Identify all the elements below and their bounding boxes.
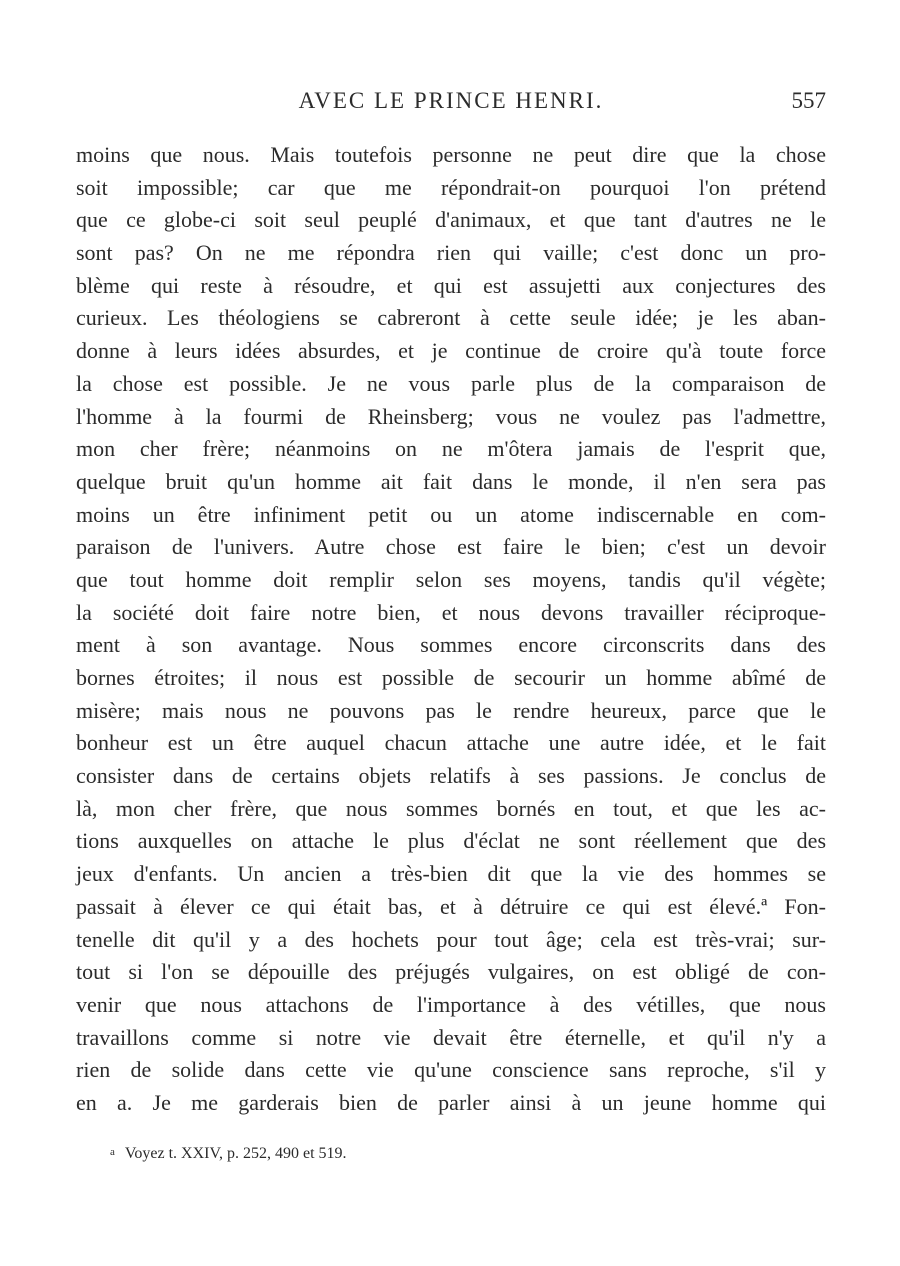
- text-line: que tout homme doit remplir selon ses moyens, tandis qu'il végète;: [76, 566, 826, 592]
- text-line: l'homme à la fourmi de Rheinsberg; vous ne voulez pas l'admettre,: [76, 403, 826, 429]
- text-line: consister dans de certains objets relatifs à ses passions. Je conclus de: [76, 763, 826, 789]
- text-line: venir que nous attachons de l'importance à des vétilles, que nous: [76, 991, 826, 1017]
- footnote-text: Voyez t. XXIV, p. 252, 490 et 519.: [124, 1145, 347, 1162]
- text-line: paraison de l'univers. Autre chose est faire le bien; c'est un devoir: [76, 534, 826, 560]
- text-line: rien de solide dans cette vie qu'une conscience sans reproche, s'il y: [76, 1057, 826, 1083]
- text-line: tout si l'on se dépouille des préjugés vulgaires, on est obligé de con-: [76, 959, 826, 985]
- text-line: misère; mais nous ne pouvons pas le rendre heureux, parce que le: [76, 697, 826, 723]
- text-line: bornes étroites; il nous est possible de secourir un homme abîmé de: [76, 665, 826, 690]
- text-line: ment à son avantage. Nous sommes encore circonscrits dans des: [76, 632, 826, 658]
- text-line: curieux. Les théologiens se cabreront à cette seule idée; je les aban-: [76, 305, 826, 331]
- text-line: que ce globe-ci soit seul peuplé d'animaux, et que tant d'autres ne le: [76, 207, 826, 233]
- running-title: AVEC LE PRINCE HENRI.: [298, 88, 604, 113]
- text-line: tions auxquelles on attache le plus d'éclat ne sont réellement que des: [76, 828, 826, 854]
- text-line: soit impossible; car que me répondrait-on pourquoi l'on prétend: [76, 174, 826, 200]
- text-line: passait à élever ce qui était bas, et à détruire ce qui est élevé.ª Fon-: [76, 893, 826, 919]
- text-line: la société doit faire notre bien, et nous devons travailler réciproque-: [76, 599, 826, 625]
- text-line: blème qui reste à résoudre, et qui est assujetti aux conjectures des: [76, 272, 826, 298]
- text-line: moins un être infiniment petit ou un atome indiscernable en com-: [76, 501, 826, 527]
- text-line: la chose est possible. Je ne vous parle plus de la comparaison de: [76, 370, 826, 396]
- text-line: bonheur est un être auquel chacun attache une autre idée, et le fait: [76, 730, 826, 756]
- text-line: travaillons comme si notre vie devait être éternelle, et qu'il n'y a: [76, 1024, 826, 1050]
- text-line: en a. Je me garderais bien de parler ainsi à un jeune homme qui: [76, 1089, 826, 1115]
- text-line: sont pas? On ne me répondra rien qui vaille; c'est donc un pro-: [76, 240, 826, 266]
- text-line: quelque bruit qu'un homme ait fait dans le monde, il n'en sera pas: [76, 468, 826, 494]
- text-line: mon cher frère; néanmoins on ne m'ôtera jamais de l'esprit que,: [76, 436, 826, 462]
- text-line: moins que nous. Mais toutefois personne ne peut dire que la chose: [76, 142, 826, 167]
- text-line: là, mon cher frère, que nous sommes bornés en tout, et que les ac-: [76, 795, 826, 821]
- footnote-marker: a: [110, 1146, 115, 1158]
- body-text: [76, 139, 826, 1120]
- text-line: jeux d'enfants. Un ancien a très-bien dit que la vie des hommes se: [76, 861, 826, 887]
- text-line: donne à leurs idées absurdes, et je continue de croire qu'à toute force: [76, 338, 826, 364]
- footnote: [110, 1145, 347, 1163]
- page-number: 557: [791, 88, 826, 113]
- running-head: [76, 88, 826, 128]
- text-line: tenelle dit qu'il y a des hochets pour tout âge; cela est très-vrai; sur-: [76, 926, 826, 952]
